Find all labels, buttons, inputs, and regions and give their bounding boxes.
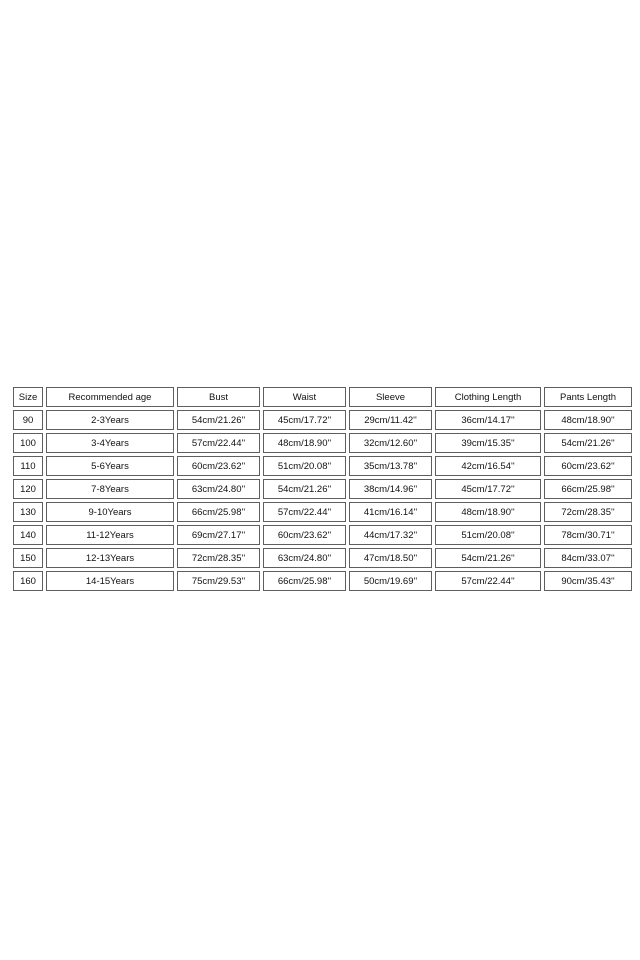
cell-clothing-length: 39cm/15.35'': [435, 433, 541, 453]
table-row: [13, 571, 632, 591]
table-row: [13, 479, 632, 499]
cell-sleeve: 29cm/11.42'': [349, 410, 432, 430]
header-recommended-age: Recommended age: [46, 387, 174, 407]
cell-bust: 66cm/25.98'': [177, 502, 260, 522]
cell-pants-length: 78cm/30.71'': [544, 525, 632, 545]
cell-sleeve: 44cm/17.32'': [349, 525, 432, 545]
cell-age: 14-15Years: [46, 571, 174, 591]
cell-pants-length: 66cm/25.98'': [544, 479, 632, 499]
cell-sleeve: 35cm/13.78'': [349, 456, 432, 476]
cell-age: 12-13Years: [46, 548, 174, 568]
header-bust: Bust: [177, 387, 260, 407]
table-row: [13, 525, 632, 545]
size-chart-table: [10, 384, 635, 594]
cell-age: 3-4Years: [46, 433, 174, 453]
cell-waist: 45cm/17.72'': [263, 410, 346, 430]
cell-pants-length: 60cm/23.62'': [544, 456, 632, 476]
table-row: [13, 456, 632, 476]
cell-waist: 48cm/18.90'': [263, 433, 346, 453]
cell-size: 160: [13, 571, 43, 591]
cell-bust: 72cm/28.35'': [177, 548, 260, 568]
cell-age: 9-10Years: [46, 502, 174, 522]
cell-bust: 60cm/23.62'': [177, 456, 260, 476]
cell-waist: 51cm/20.08'': [263, 456, 346, 476]
header-row: [13, 387, 632, 407]
cell-size: 90: [13, 410, 43, 430]
cell-waist: 57cm/22.44'': [263, 502, 346, 522]
cell-pants-length: 48cm/18.90'': [544, 410, 632, 430]
header-pants-length: Pants Length: [544, 387, 632, 407]
cell-pants-length: 72cm/28.35'': [544, 502, 632, 522]
cell-bust: 75cm/29.53'': [177, 571, 260, 591]
cell-waist: 54cm/21.26'': [263, 479, 346, 499]
cell-sleeve: 47cm/18.50'': [349, 548, 432, 568]
cell-size: 100: [13, 433, 43, 453]
cell-clothing-length: 57cm/22.44'': [435, 571, 541, 591]
cell-bust: 63cm/24.80'': [177, 479, 260, 499]
cell-clothing-length: 54cm/21.26'': [435, 548, 541, 568]
cell-size: 140: [13, 525, 43, 545]
table-row: [13, 433, 632, 453]
cell-pants-length: 54cm/21.26'': [544, 433, 632, 453]
cell-waist: 66cm/25.98'': [263, 571, 346, 591]
cell-sleeve: 38cm/14.96'': [349, 479, 432, 499]
cell-bust: 54cm/21.26'': [177, 410, 260, 430]
cell-age: 2-3Years: [46, 410, 174, 430]
cell-sleeve: 32cm/12.60'': [349, 433, 432, 453]
cell-size: 130: [13, 502, 43, 522]
cell-clothing-length: 51cm/20.08'': [435, 525, 541, 545]
cell-clothing-length: 36cm/14.17'': [435, 410, 541, 430]
header-clothing-length: Clothing Length: [435, 387, 541, 407]
table-row: [13, 410, 632, 430]
cell-sleeve: 41cm/16.14'': [349, 502, 432, 522]
cell-waist: 60cm/23.62'': [263, 525, 346, 545]
cell-clothing-length: 45cm/17.72'': [435, 479, 541, 499]
cell-clothing-length: 48cm/18.90'': [435, 502, 541, 522]
header-sleeve: Sleeve: [349, 387, 432, 407]
cell-age: 11-12Years: [46, 525, 174, 545]
cell-bust: 57cm/22.44'': [177, 433, 260, 453]
header-size: Size: [13, 387, 43, 407]
cell-size: 150: [13, 548, 43, 568]
cell-clothing-length: 42cm/16.54'': [435, 456, 541, 476]
table-row: [13, 502, 632, 522]
cell-size: 110: [13, 456, 43, 476]
cell-pants-length: 90cm/35.43'': [544, 571, 632, 591]
cell-pants-length: 84cm/33.07'': [544, 548, 632, 568]
table-row: [13, 548, 632, 568]
cell-bust: 69cm/27.17'': [177, 525, 260, 545]
cell-waist: 63cm/24.80'': [263, 548, 346, 568]
cell-sleeve: 50cm/19.69'': [349, 571, 432, 591]
cell-age: 7-8Years: [46, 479, 174, 499]
header-waist: Waist: [263, 387, 346, 407]
cell-age: 5-6Years: [46, 456, 174, 476]
cell-size: 120: [13, 479, 43, 499]
